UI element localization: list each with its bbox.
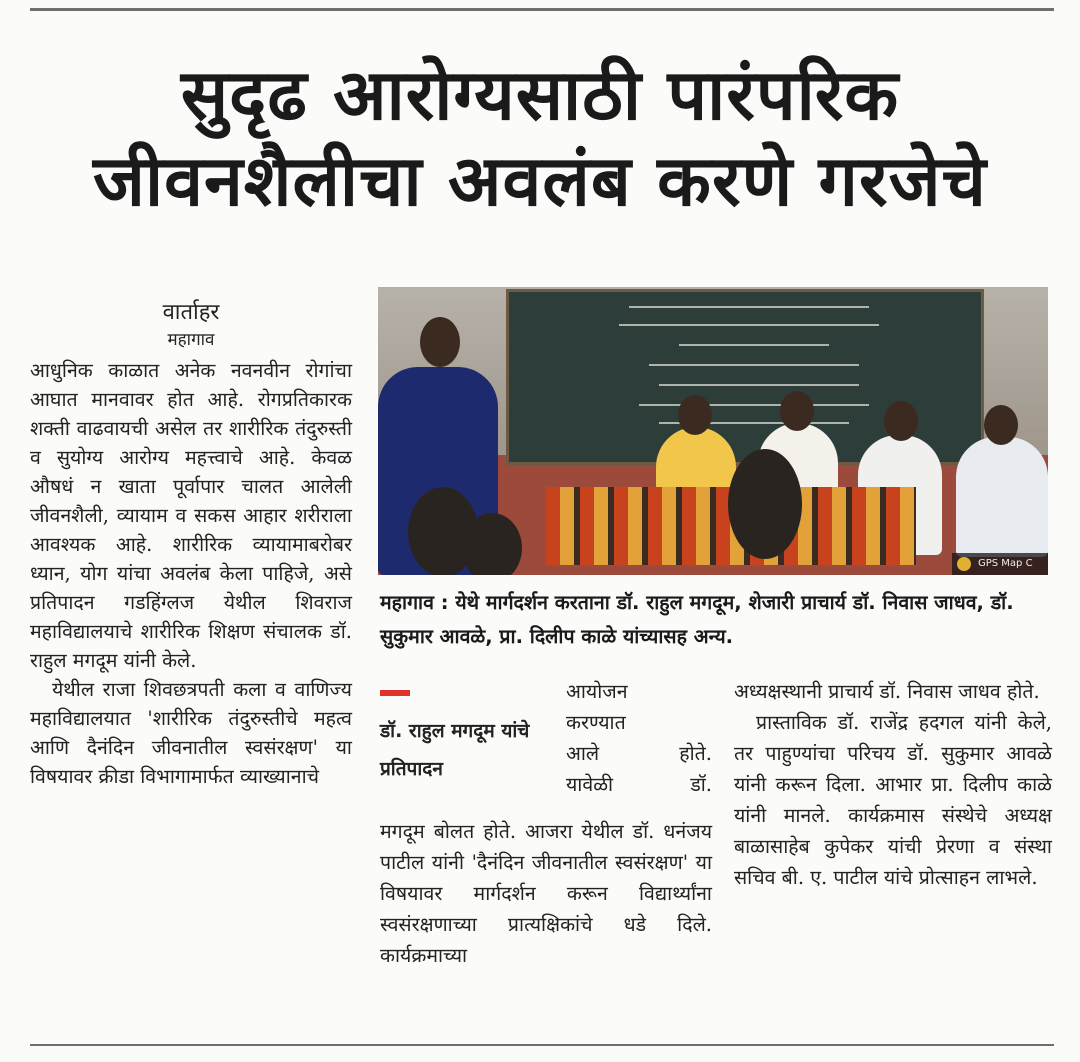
wrapped-text — [566, 676, 712, 800]
article-column-1 — [30, 298, 352, 791]
photo-guest-head — [678, 395, 712, 435]
paragraph: आधुनिक काळात अनेक नवनवीन रोगांचा आघात मानवावर होत आहे. रोगप्रतिकारक शक्ती वाढवायची असेल तर शारीरिक तंदुरुस्ती व सुयोग्य आरोग्य महत्त्वाचे आहे. केवळ औषधं न खाता पूर्वापार चालत आलेली जीवनशैली, व्यायाम व सकस आहार शरीराला आवश्यक आहे. शारीरिक व्यायामाबरोबर ध्यान, योग यांचा अवलंब केला पाहिजे, असे प्रतिपादन गडहिंग्लज येथील शिवराज महाविद्यालयाचे शारीरिक शिक्षण संचालक डॉ. राहुल मगदूम यांनी केले. — [30, 359, 352, 672]
paragraph: प्रास्ताविक डॉ. राजेंद्र हदगल यांनी केले, तर पाहुण्यांचा परिचय डॉ. सुकुमार आवळे यांनी करून दिला. आभार प्रा. दिलीप काळे यांनी मानले. कार्यक्रमास संस्थेचे अध्यक्ष बाळासाहेब कुपेकर यांची प्रेरणा व संस्था सचिव बी. ए. पाटील यांचे प्रोत्साहन लाभले. — [734, 711, 1052, 889]
subheading: डॉ. राहुल मगदूम यांचे प्रतिपादन — [380, 720, 530, 780]
byline: वार्ताहर — [162, 300, 220, 325]
photo-guest-head — [984, 405, 1018, 445]
article-column-3 — [734, 676, 1052, 893]
dateline-place: महागाव — [167, 330, 215, 350]
headline — [20, 52, 1060, 224]
photo-audience-head — [728, 449, 802, 559]
paragraph: मगदूम बोलत होते. आजरा येथील डॉ. धनंजय पाटील यांनी 'दैनंदिन जीवनातील स्वसंरक्षण' या विषयावर मार्गदर्शन करून विद्यार्थ्यांना स्वसंरक्षणाच्या प्रात्यक्षिकांचे धडे दिले. कार्यक्रमाच्या — [380, 820, 712, 967]
top-rule — [30, 8, 1054, 11]
gps-label: GPS Map C — [978, 558, 1033, 569]
bottom-rule — [30, 1044, 1054, 1046]
photo-caption: महागाव : येथे मार्गदर्शन करताना डॉ. राहुल मगदूम, शेजारी प्राचार्य डॉ. निवास जाधव, डॉ. सुकुमार आवळे, प्रा. दिलीप काळे यांच्यासह अन्य. — [380, 591, 1014, 648]
subhead-accent-bar — [380, 690, 410, 696]
text-line: यावेळी डॉ. — [566, 773, 712, 796]
event-photo — [378, 287, 1048, 575]
photo-guest — [956, 437, 1048, 557]
headline-line-1: सुदृढ आरोग्यसाठी पारंपरिक — [180, 54, 900, 136]
text-line: करण्यात — [566, 711, 626, 734]
map-pin-icon — [957, 557, 971, 571]
paragraph: अध्यक्षस्थानी प्राचार्य डॉ. निवास जाधव होते. — [734, 680, 1040, 703]
paragraph: येथील राजा शिवछत्रपती कला व वाणिज्य महाविद्यालयात 'शारीरिक तंदुरुस्तीचे महत्व आणि दैनंदिन जीवनातील स्वसंरक्षण' या विषयावर क्रीडा विभागामार्फत व्याख्यानाचे — [30, 678, 352, 788]
text-line: आयोजन — [566, 680, 628, 703]
photo-audience-head — [462, 513, 522, 575]
photo-guest-head — [780, 391, 814, 431]
text-line: आले होते. — [566, 742, 712, 765]
gps-map-watermark — [952, 553, 1048, 575]
photo-guest-head — [884, 401, 918, 441]
headline-line-2: जीवनशैलीचा अवलंब करणे गरजेचे — [93, 140, 987, 222]
photo-speaker-head — [420, 317, 460, 367]
